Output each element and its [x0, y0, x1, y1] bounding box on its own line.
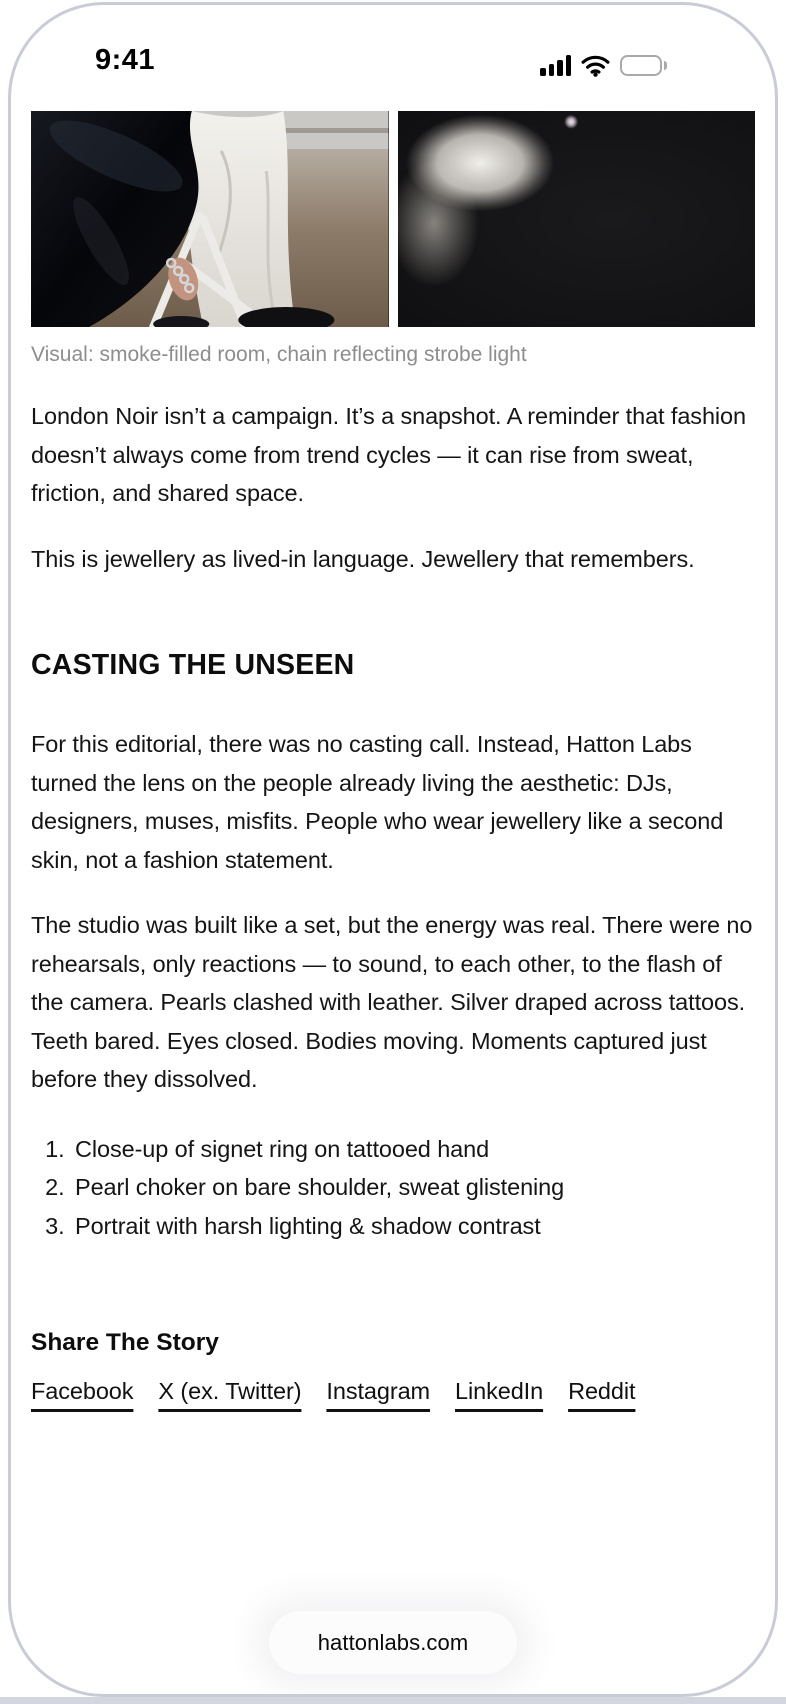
photo-row	[31, 111, 755, 327]
screen-content	[11, 5, 775, 1694]
section-heading: CASTING THE UNSEEN	[31, 649, 355, 681]
wifi-icon	[580, 54, 611, 77]
shot-list-item: 2. Pearl choker on bare shoulder, sweat glistening	[71, 1168, 755, 1207]
share-title: Share The Story	[31, 1329, 219, 1356]
editorial-photo-right	[398, 111, 756, 327]
browser-address-bar[interactable]	[269, 1611, 517, 1674]
intro-paragraph: London Noir isn’t a campaign. It’s a snapshot. A reminder that fashion doesn’t always come from trend cycles — it can rise from sweat, friction, and shared space.	[31, 403, 746, 506]
photo-caption: Visual: smoke-filled room, chain reflecting strobe light	[31, 343, 527, 366]
article-body	[31, 397, 755, 1405]
shot-list-item: 1. Close-up of signet ring on tattooed hand	[71, 1130, 755, 1169]
status-time: 9:41	[95, 44, 156, 76]
shot-list	[31, 1130, 755, 1246]
cellular-signal-icon	[540, 55, 571, 76]
intro-paragraph: This is jewellery as lived-in language. Jewellery that remembers.	[31, 545, 695, 572]
status-icons	[540, 54, 667, 77]
status-bar	[31, 5, 755, 99]
share-links-row	[31, 1378, 755, 1405]
share-link-reddit[interactable]: Reddit	[568, 1378, 636, 1404]
battery-icon	[620, 55, 667, 76]
share-link-facebook[interactable]: Facebook	[31, 1378, 134, 1404]
share-link-x-twitter[interactable]: X (ex. Twitter)	[158, 1378, 302, 1404]
phone-frame	[8, 2, 778, 1697]
browser-url: hattonlabs.com	[317, 1629, 469, 1655]
share-link-instagram[interactable]: Instagram	[326, 1378, 431, 1404]
editorial-photo-left	[31, 111, 389, 327]
shot-list-item: 3. Portrait with harsh lighting & shadow contrast	[71, 1207, 755, 1246]
share-link-linkedin[interactable]: LinkedIn	[455, 1378, 544, 1404]
page-bottom-strip	[0, 1697, 786, 1704]
section-paragraph: For this editorial, there was no casting call. Instead, Hatton Labs turned the lens on the people already living the aesthetic: DJs, designers, muses, misfits. People who wear jewellery like a second skin, not a fashion statement.	[31, 731, 724, 873]
section-paragraph: The studio was built like a set, but the energy was real. There were no rehearsals, only reactions — to sound, to each other, to the flash of the camera. Pearls clashed with leather. Silver draped across tattoos. Teeth bared. Eyes closed. Bodies moving. Moments captured just before they dissolved.	[31, 912, 753, 1092]
